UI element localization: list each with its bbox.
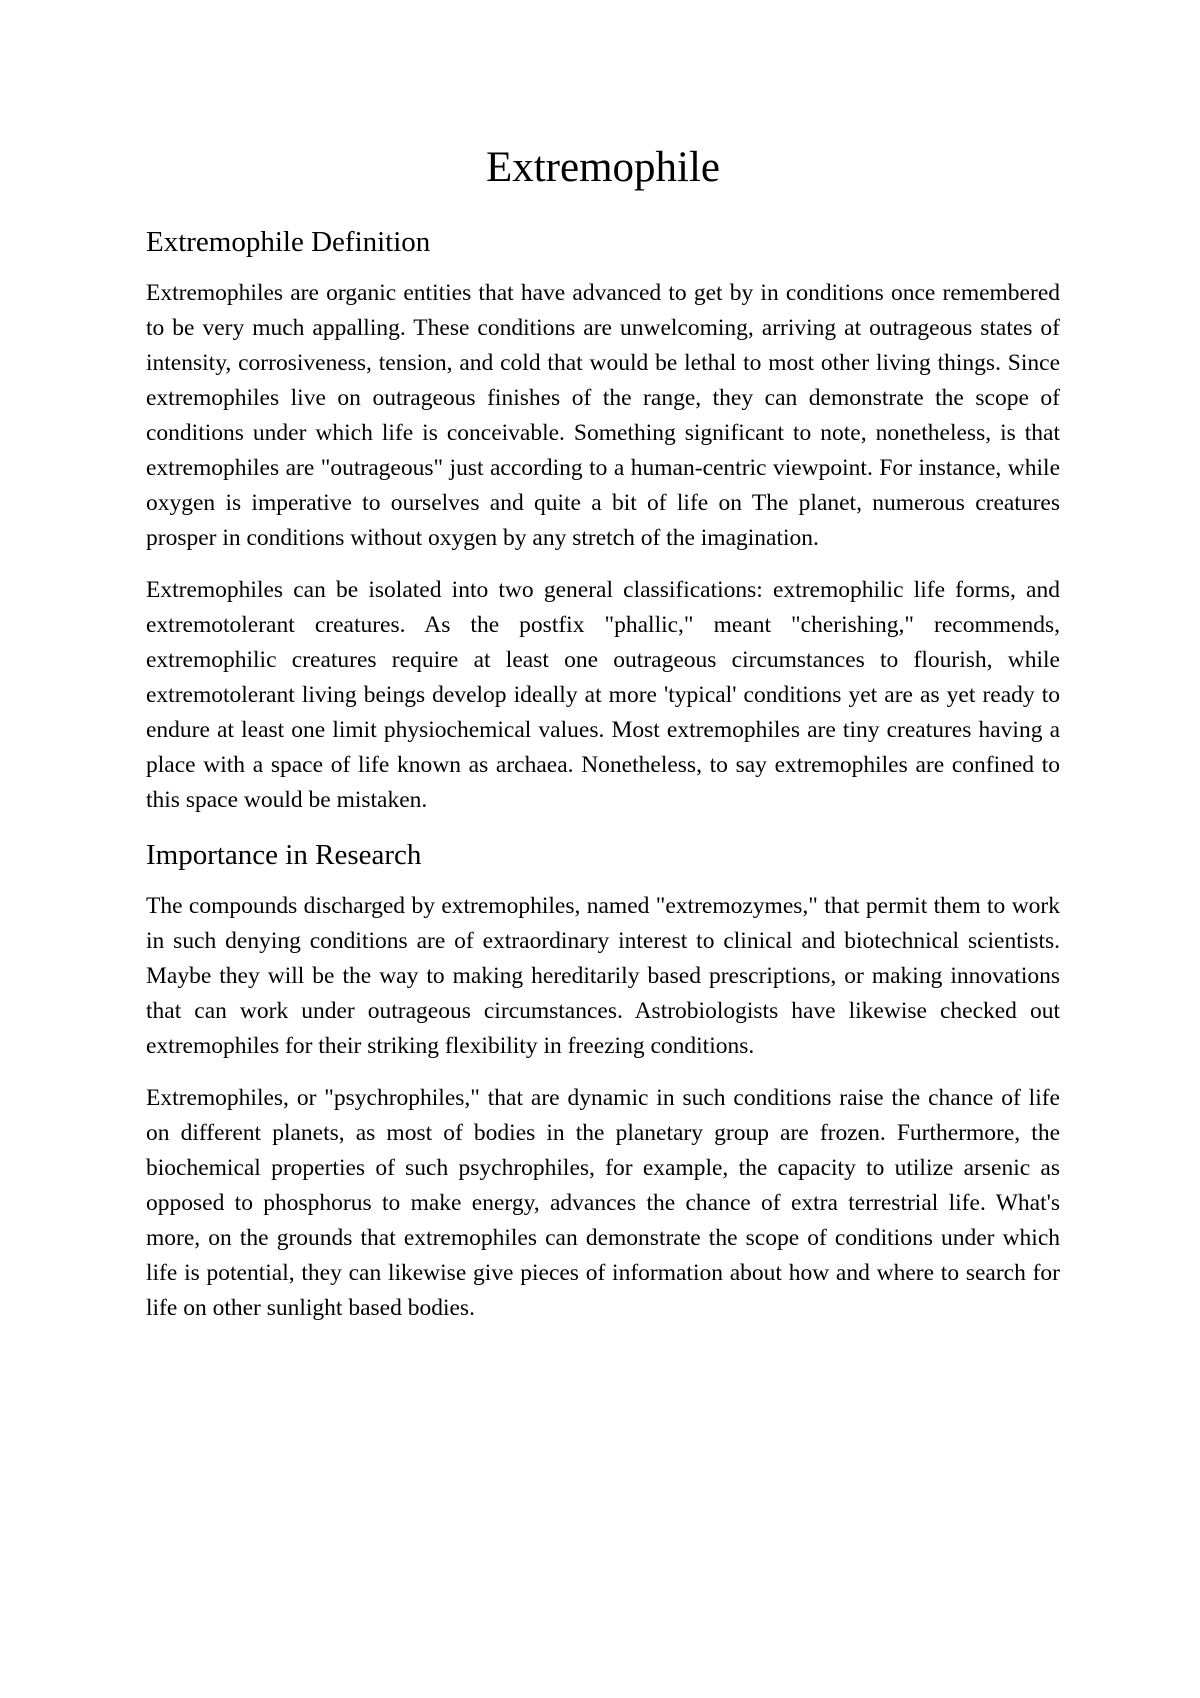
paragraph: Extremophiles, or "psychrophiles," that are dynamic in such conditions raise the chance of life on different planets, as most of bodies in the planetary group are frozen. Furthermore, the biochemical properties of such psychrophiles, for example, the capacity to utilize arsenic as opposed to phosphorus to make energy, advances the chance of extra terrestrial life. What's more, on the grounds that extremophiles can demonstrate the scope of conditions under which life is potential, they can likewise give pieces of information about how and where to search for life on other sunlight based bodies. xyxy=(146,1085,1060,1321)
paragraph: Extremophiles can be isolated into two general classifications: extremophilic life forms, and extremotolerant creatures. As the postfix "phallic," meant "cherishing," recommends, extremophilic creatures require at least one outrageous circumstances to flourish, while extremotolerant living beings develop ideally at more 'typical' conditions yet are as yet ready to endure at least one limit physiochemical values. Most extremophiles are tiny creatures having a place with a space of life known as archaea. Nonetheless, to say extremophiles are confined to this space would be mistaken. xyxy=(146,577,1060,813)
section-heading: Importance in Research xyxy=(146,839,422,871)
section-extremophile-definition xyxy=(146,222,1060,818)
document-title: Extremophile xyxy=(485,144,721,191)
document-page xyxy=(146,140,1060,1343)
paragraph: Extremophiles are organic entities that have advanced to get by in conditions once remembered to be very much appalling. These conditions are unwelcoming, arriving at outrageous states of intensity, corrosiveness, tension, and cold that would be lethal to most other living things. Since extremophiles live on outrageous finishes of the range, they can demonstrate the scope of conditions under which life is conceivable. Something significant to note, nonetheless, is that extremophiles are "outrageous" just according to a human-centric viewpoint. For instance, while oxygen is imperative to ourselves and quite a bit of life on The planet, numerous creatures prosper in conditions without oxygen by any stretch of the imagination. xyxy=(146,280,1060,551)
paragraph: The compounds discharged by extremophiles, named "extremozymes," that permit them to work in such denying conditions are of extraordinary interest to clinical and biotechnical scientists. Maybe they will be the way to making hereditarily based prescriptions, or making innovations that can work under outrageous circumstances. Astrobiologists have likewise checked out extremophiles for their striking flexibility in freezing conditions. xyxy=(146,893,1060,1059)
section-importance-in-research xyxy=(146,835,1060,1326)
section-heading: Extremophile Definition xyxy=(146,226,431,258)
